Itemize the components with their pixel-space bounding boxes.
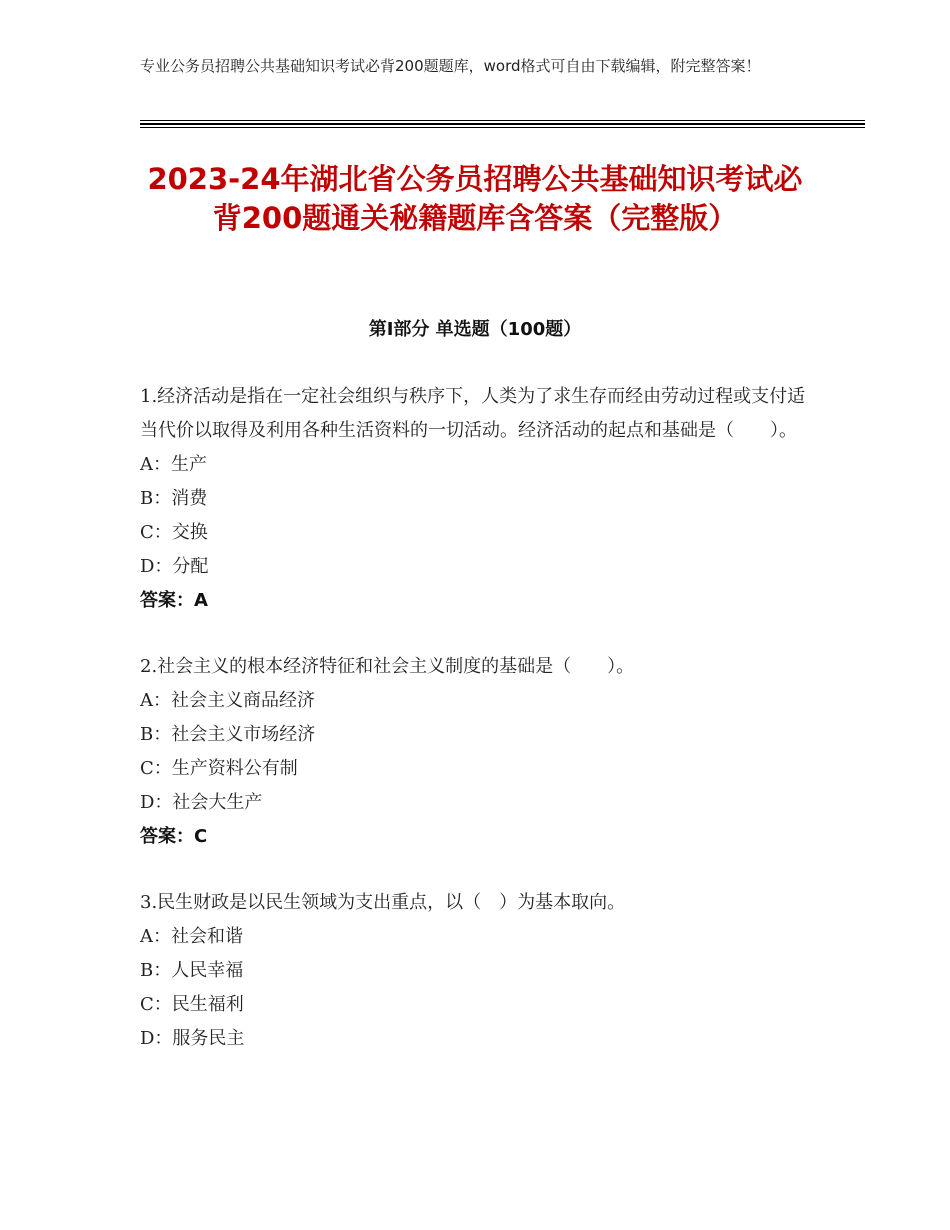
header-divider	[140, 120, 865, 121]
question-list	[140, 380, 810, 1088]
question-stem: 1.经济活动是指在一定社会组织与秩序下，人类为了求生存而经由劳动过程或支付适当代价以取得及利用各种生活资料的一切活动。经济活动的起点和基础是（ ）。	[140, 386, 806, 441]
option-b: B：消费	[140, 488, 208, 509]
option-d: D：分配	[140, 556, 209, 577]
option-d: D：社会大生产	[140, 792, 263, 813]
header-divider	[140, 123, 865, 125]
header-divider	[140, 127, 865, 128]
question-stem: 2.社会主义的根本经济特征和社会主义制度的基础是（ ）。	[140, 656, 635, 677]
option-a: A：社会主义商品经济	[140, 690, 315, 711]
option-c: C：生产资料公有制	[140, 758, 298, 779]
option-d: D：服务民主	[140, 1028, 245, 1049]
option-a: A：生产	[140, 454, 207, 475]
question-stem: 3.民生财政是以民生领域为支出重点，以（ ）为基本取向。	[140, 892, 626, 913]
question-item	[140, 380, 810, 618]
header-note: 专业公务员招聘公共基础知识考试必背200题题库，word格式可自由下载编辑，附完整答案！	[140, 57, 761, 75]
option-b: B：社会主义市场经济	[140, 724, 316, 745]
answer: 答案：C	[140, 826, 208, 847]
question-item	[140, 886, 810, 1056]
document-title: 2023-24年湖北省公务员招聘公共基础知识考试必背200题通关秘籍题库含答案（完整版）	[147, 162, 803, 235]
question-item	[140, 650, 810, 854]
part-heading: 第I部分 单选题（100题）	[368, 319, 582, 340]
option-c: C：民生福利	[140, 994, 244, 1015]
answer: 答案：A	[140, 590, 208, 611]
option-c: C：交换	[140, 522, 208, 543]
option-b: B：人民幸福	[140, 960, 244, 981]
option-a: A：社会和谐	[140, 926, 243, 947]
